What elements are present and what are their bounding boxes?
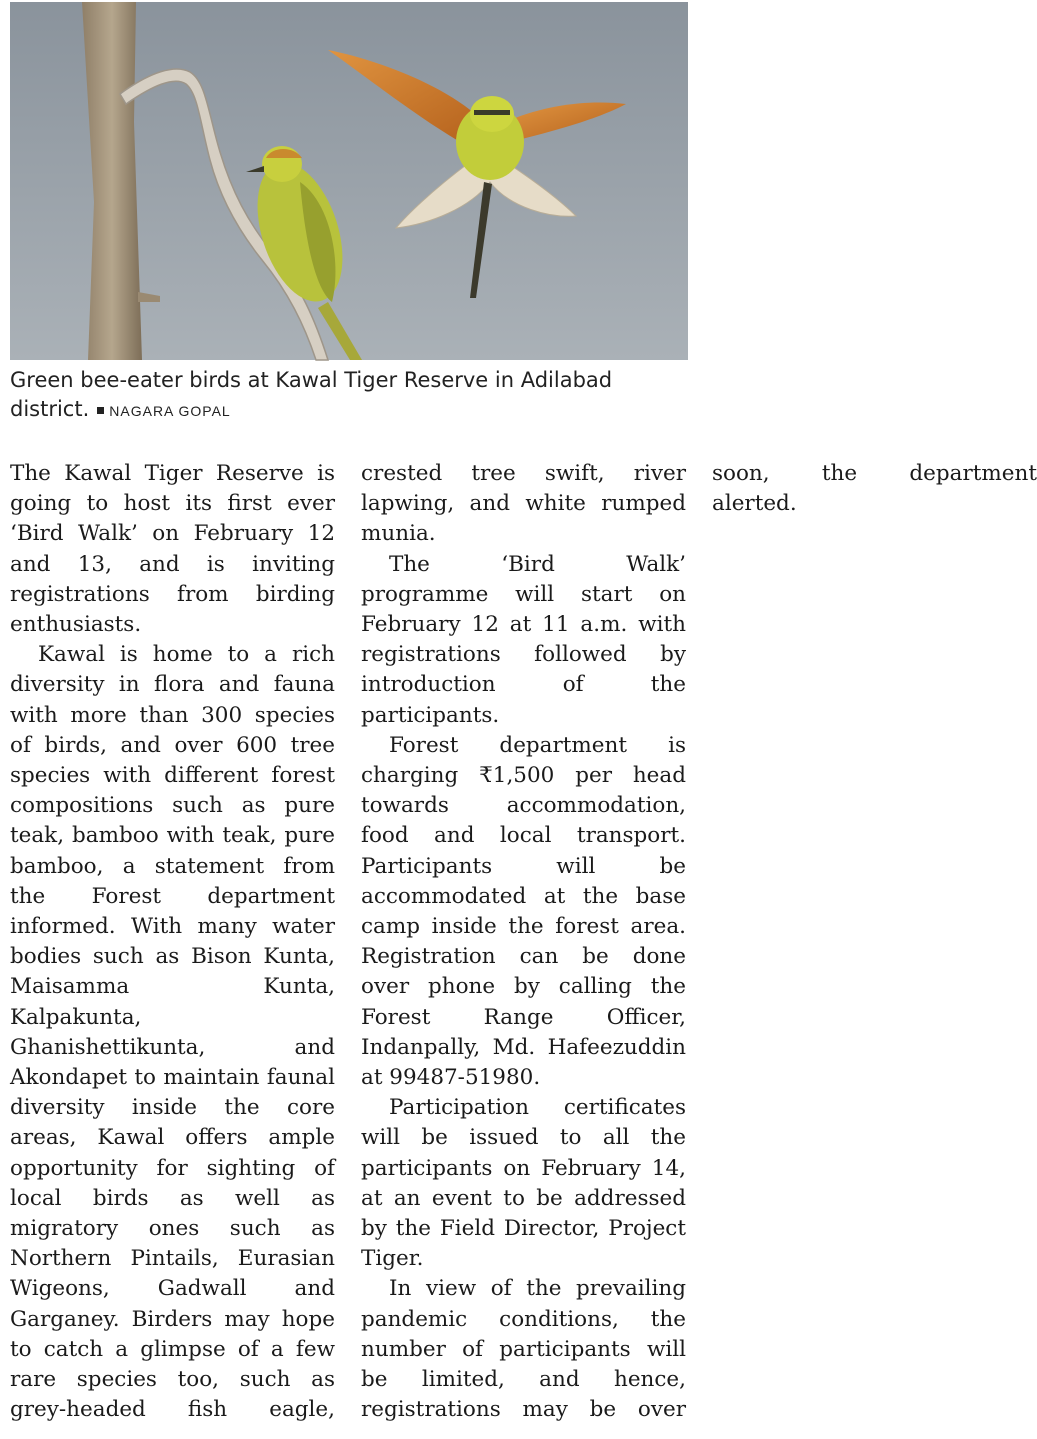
article-paragraph: Kawal is home to a rich diversity in flora and fauna with more than 300 species of birds, and over 600 tree species with different forest compositions such as pure teak, bamboo with teak, pure bamboo, a statement from the Forest department informed. With many water bodies such as Bison Kunta, Maisamma Kunta, Kalpakunta, Ghanishettikunta, and Akondapet to maintain faunal diversity inside the core areas, Kawal offers ample opportunity for sighting of local birds as well as migratory ones such as Northern Pintails, Eurasian Wigeons, Gadwall and Garganey. Birders may hope to catch a glimpse of a few rare species too, such as grey-headed fish eagle, crested tree swift, river lapwing, and white rumped munia. <box>10 461 686 1423</box>
credit-name: NAGARA GOPAL <box>109 403 231 419</box>
photo-credit <box>97 403 230 419</box>
article-paragraph: Participation certificates will be issued to all the participants on February 14, at an event to be addressed by the Field Director, Project Tiger. <box>361 1095 686 1272</box>
article-paragraph: The ‘Bird Walk’ programme will start on February 12 at 11 a.m. with registrations followed by introduction of the participants. <box>361 551 686 728</box>
article-paragraph: Forest department is charging ₹1,500 per head towards accommodation, food and local transport. Participants will be accommodated at the base camp inside the forest area. Registration can be done over phone by calling the Forest Range Officer, Indanpally, Md. Hafeezuddin at 99487-51980. <box>361 732 686 1091</box>
credit-bullet-icon <box>97 407 104 414</box>
article-paragraph: In view of the prevailing pandemic conditions, the number of participants will be limited, and hence, registrations may be over soon, the department alerted. <box>361 461 1037 1423</box>
bee-eater-illustration <box>10 2 688 360</box>
article-paragraph: The Kawal Tiger Reserve is going to host its first ever ‘Bird Walk’ on February 12 and 13, and is inviting registrations from birding enthusiasts. <box>10 461 335 638</box>
bee-eater-photo <box>10 2 688 360</box>
caption-text: Green bee-eater birds at Kawal Tiger Reserve in Adilabad district. <box>10 368 613 421</box>
photo-caption <box>10 366 686 426</box>
flying-bird-eyestripe <box>474 110 510 115</box>
article-body <box>10 459 1037 1434</box>
